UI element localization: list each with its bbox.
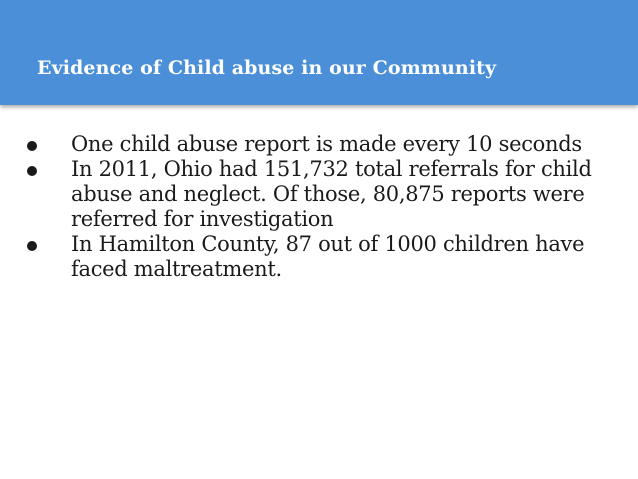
- bullet-list: [0, 132, 638, 282]
- bullet-item: [0, 132, 638, 157]
- title-banner: [0, 0, 638, 105]
- bullet-text: One child abuse report is made every 10 seconds: [71, 132, 582, 156]
- slide-title: Evidence of Child abuse in our Community: [37, 57, 497, 79]
- bullet-item: [0, 157, 638, 232]
- bullet-item: [0, 232, 638, 282]
- bullet-text: In Hamilton County, 87 out of 1000 children have faced maltreatment.: [71, 232, 585, 281]
- bullet-dot-icon: [27, 141, 37, 151]
- bullet-text: In 2011, Ohio had 151,732 total referrals for child abuse and neglect. Of those, 80,875 reports were referred for investigation: [71, 157, 592, 231]
- bullet-dot-icon: [27, 241, 37, 251]
- bullet-dot-icon: [27, 166, 37, 176]
